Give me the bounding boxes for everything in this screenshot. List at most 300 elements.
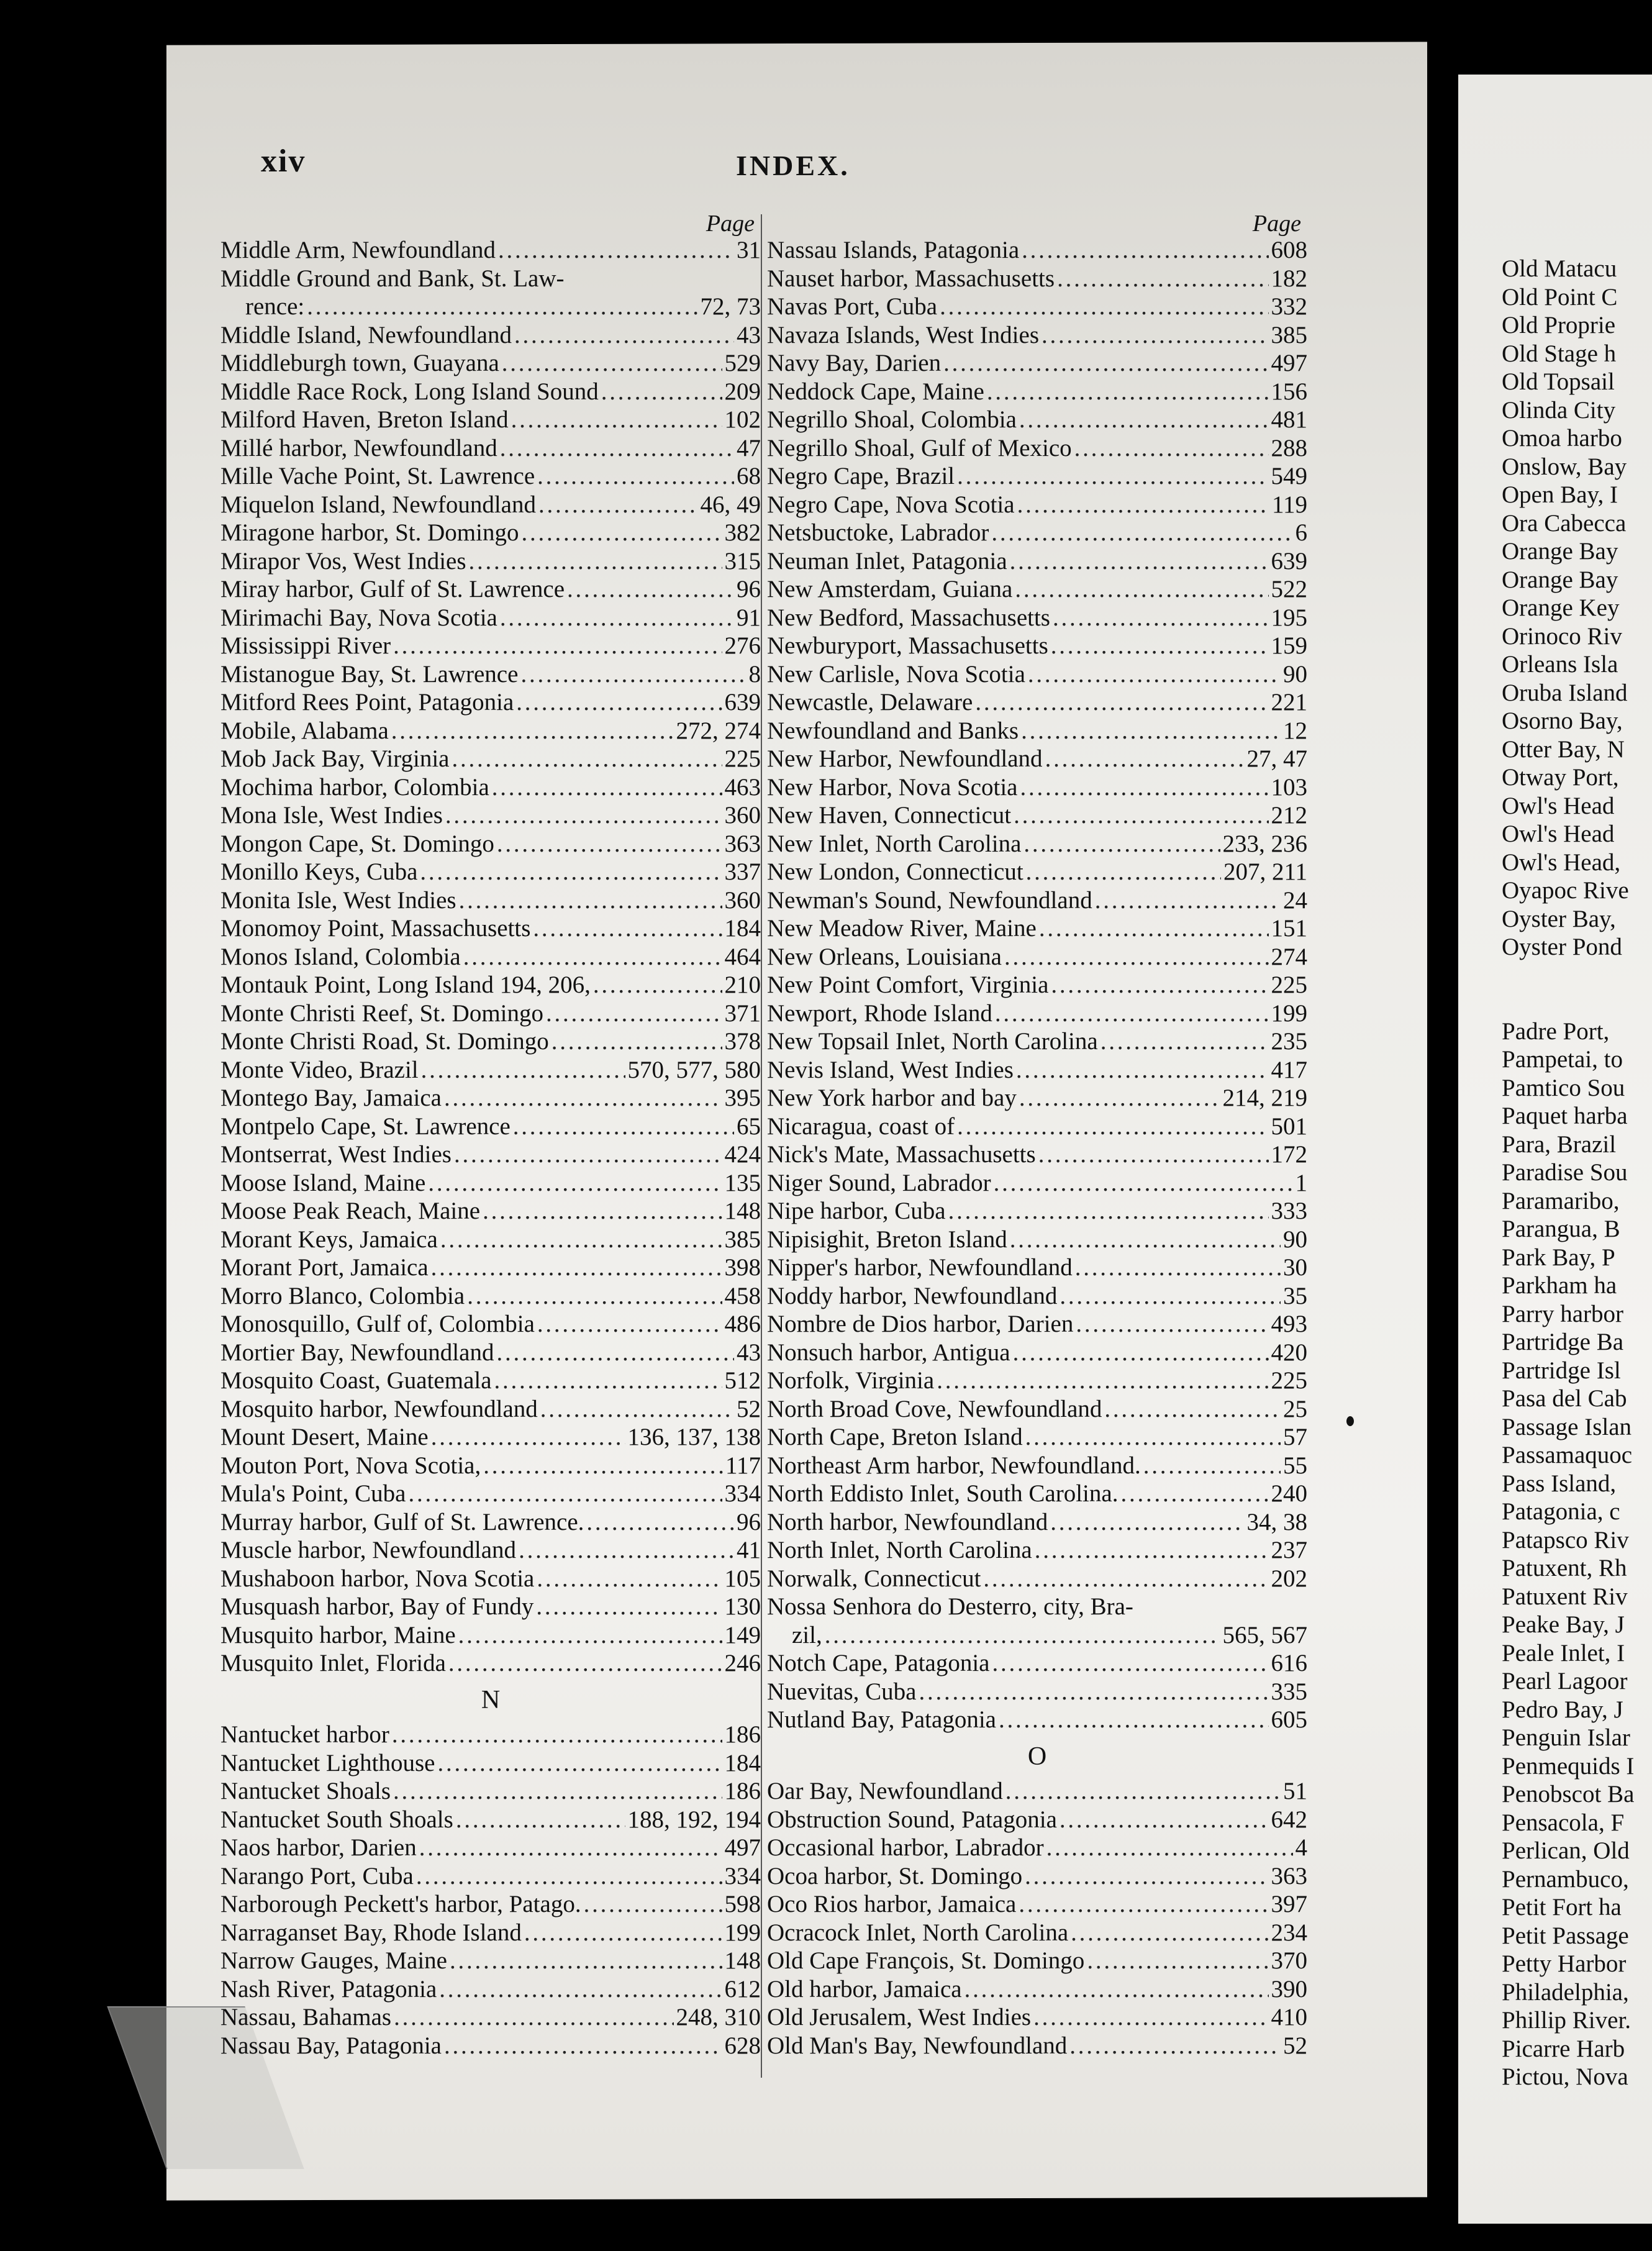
leader-dots <box>948 1197 1269 1226</box>
index-entry-partial: Patagonia, c <box>1502 1498 1620 1525</box>
entry-name: Newport, Rhode Island <box>767 999 992 1027</box>
leader-dots <box>519 1536 734 1565</box>
entry-name: Newman's Sound, Newfoundland <box>767 886 1092 914</box>
index-entry-partial: Pernambuco, <box>1502 1865 1629 1893</box>
entry-name: Muscle harbor, Newfoundland <box>220 1537 517 1563</box>
entry-name: Navy Bay, Darien <box>767 350 942 376</box>
entry-name: Mula's Point, Cuba <box>220 1480 406 1507</box>
index-entry <box>220 547 761 576</box>
entry-page: 65 <box>737 1112 761 1140</box>
entry-page: 103 <box>1271 773 1307 801</box>
leader-dots <box>438 1749 722 1778</box>
entry-page: 385 <box>1271 321 1307 348</box>
index-entry-partial: Parkham ha <box>1502 1272 1617 1299</box>
entry-page: 4 <box>1295 1834 1307 1861</box>
leader-dots <box>469 547 722 576</box>
entry-page: 246 <box>724 1650 761 1676</box>
index-entry <box>220 1919 761 1947</box>
entry-name: Nash River, Patagonia <box>220 1975 437 2003</box>
leader-dots <box>497 830 722 858</box>
entries-o <box>767 1777 1307 2060</box>
index-entry-partial: Osorno Bay, <box>1502 707 1623 734</box>
leader-dots <box>1025 1423 1281 1452</box>
page-number: xiv <box>261 143 306 179</box>
leader-dots <box>533 914 722 943</box>
entry-name: Monte Christi Road, St. Domingo <box>220 1028 549 1055</box>
entry-page: 148 <box>724 1198 761 1224</box>
index-entry <box>767 1027 1307 1056</box>
entry-name: Mongon Cape, St. Domingo <box>220 830 494 857</box>
entry-name: Mona Isle, West Indies <box>220 802 443 829</box>
index-entry-partial: Penguin Islar <box>1502 1724 1630 1751</box>
index-entry <box>767 1169 1307 1198</box>
index-entry-partial: Pasa del Cab <box>1502 1385 1627 1412</box>
leader-dots <box>458 1621 722 1650</box>
entry-page: 497 <box>724 1834 761 1861</box>
index-entry <box>220 1565 761 1593</box>
leader-dots <box>538 491 698 519</box>
leader-dots <box>983 1565 1268 1593</box>
leader-dots <box>408 1480 722 1508</box>
entry-name: Monita Isle, West Indies <box>220 886 456 914</box>
entries-m <box>220 236 761 1678</box>
leader-dots <box>428 1169 722 1198</box>
entry-name: New Meadow River, Maine <box>767 915 1037 942</box>
entry-name: New Carlisle, Nova Scotia <box>767 660 1025 688</box>
entry-page: 395 <box>724 1085 761 1111</box>
entry-page: 332 <box>1271 293 1307 320</box>
leader-dots <box>1035 1536 1269 1565</box>
index-entry <box>767 462 1307 491</box>
leader-dots <box>1019 406 1269 434</box>
index-entry-partial: Old Topsail <box>1502 368 1615 395</box>
entry-name: Navaza Islands, West Indies <box>767 321 1040 348</box>
entry-name: Moose Island, Maine <box>220 1169 426 1196</box>
entry-page: 493 <box>1271 1311 1307 1337</box>
entry-name: Middleburgh town, Guayana <box>220 350 499 376</box>
entry-page: 151 <box>1271 915 1307 942</box>
section-letter-n: N <box>481 1685 501 1714</box>
index-column-c-partial <box>1502 255 1652 2091</box>
leader-dots <box>995 999 1269 1028</box>
leader-dots <box>483 1452 723 1480</box>
entry-name: New Amsterdam, Guiana <box>767 576 1013 603</box>
ink-spot <box>1346 1416 1354 1426</box>
entry-page: 371 <box>724 999 761 1027</box>
index-entry <box>220 1169 761 1198</box>
leader-dots <box>1022 236 1268 265</box>
entry-name: New Haven, Connecticut <box>767 802 1012 829</box>
leader-dots <box>1025 1862 1268 1891</box>
entry-name: Occasional harbor, Labrador <box>767 1834 1044 1861</box>
entry-page: 248, 310 <box>676 2004 761 2030</box>
entry-page: 464 <box>724 943 761 970</box>
entry-page: 363 <box>724 830 761 857</box>
leader-dots <box>1013 1339 1269 1367</box>
entry-name: Nombre de Dios harbor, Darien <box>767 1311 1074 1337</box>
entry-page: 188, 192, 194 <box>627 1806 761 1833</box>
index-entry <box>767 1777 1307 1806</box>
index-entry-partial: Otter Bay, N <box>1502 735 1625 763</box>
index-entry-partial: Old Matacu <box>1502 255 1617 282</box>
index-entry <box>767 1452 1307 1480</box>
index-entry-partial: Orange Bay <box>1502 538 1618 565</box>
entry-name: Old Man's Bay, Newfoundland <box>767 2032 1068 2059</box>
entry-page: 522 <box>1271 576 1307 603</box>
entry-name: Nassau, Bahamas <box>220 2004 392 2030</box>
index-entry-partial: Oruba Island <box>1502 679 1628 706</box>
entry-page: 91 <box>737 604 761 631</box>
leader-dots <box>1042 321 1268 350</box>
index-entry <box>767 1253 1307 1282</box>
entry-page: 6 <box>1295 519 1307 546</box>
index-entry-partial: Parry harbor <box>1502 1300 1624 1327</box>
entry-page: 458 <box>724 1282 761 1309</box>
entry-name: Old harbor, Jamaica <box>767 1975 962 2003</box>
entry-name: Old Jerusalem, West Indies <box>767 2004 1032 2030</box>
index-entry-partial: Pedro Bay, J <box>1502 1696 1623 1723</box>
entry-page: 234 <box>1271 1919 1307 1946</box>
leader-dots <box>502 349 722 378</box>
index-entry <box>767 2032 1307 2060</box>
entry-name: Negro Cape, Brazil <box>767 463 955 489</box>
leader-dots <box>419 1834 722 1862</box>
entry-page: 397 <box>1271 1891 1307 1917</box>
entry-name: Newfoundland and Banks <box>767 717 1019 744</box>
leader-dots <box>496 1339 734 1367</box>
entry-name: Oar Bay, Newfoundland <box>767 1778 1003 1804</box>
leader-dots <box>1010 1226 1281 1254</box>
entry-page: 235 <box>1271 1028 1307 1055</box>
leader-dots <box>394 2003 673 2032</box>
index-entry-partial: Patuxent Riv <box>1502 1583 1628 1610</box>
entry-page: 420 <box>1271 1339 1307 1366</box>
index-entry <box>767 914 1307 943</box>
index-entry <box>220 1282 761 1311</box>
entry-name: Navas Port, Cuba <box>767 293 938 320</box>
entry-page: 360 <box>724 886 761 914</box>
leader-dots <box>537 462 734 491</box>
leader-dots <box>1020 773 1268 802</box>
index-entry-partial: Old Proprie <box>1502 312 1616 339</box>
index-entry <box>220 1721 761 1749</box>
entry-name: Nipe harbor, Cuba <box>767 1198 946 1224</box>
leader-dots <box>500 434 734 463</box>
leader-dots <box>584 1890 722 1919</box>
entry-page: 612 <box>724 1975 761 2003</box>
leader-dots <box>459 886 722 915</box>
leader-dots <box>1016 1056 1269 1085</box>
index-entry-partial: Picarre Harb <box>1502 2035 1625 2062</box>
entry-page: 31 <box>737 237 761 263</box>
index-entry <box>220 1310 761 1339</box>
entry-page: 382 <box>724 519 761 546</box>
entry-page: 605 <box>1271 1706 1307 1733</box>
index-entry <box>767 1919 1307 1947</box>
index-entry-partial: Penmequids I <box>1502 1752 1635 1780</box>
entry-page: 410 <box>1271 2004 1307 2030</box>
leader-dots <box>1104 1395 1281 1424</box>
leader-dots <box>1069 2032 1281 2060</box>
entry-page: 240 <box>1271 1480 1307 1507</box>
index-entry-partial: Open Bay, I <box>1502 481 1618 508</box>
entry-page: 51 <box>1283 1778 1307 1804</box>
entry-name: Miray harbor, Gulf of St. Lawrence <box>220 576 565 603</box>
entry-page: 385 <box>724 1226 761 1253</box>
leader-dots <box>586 1508 734 1537</box>
index-entry <box>220 717 761 745</box>
entry-name: Monillo Keys, Cuba <box>220 858 418 885</box>
index-entry <box>767 1565 1307 1593</box>
leader-dots <box>601 378 722 406</box>
index-entry-partial: Peale Inlet, I <box>1502 1639 1625 1667</box>
entry-name: Milford Haven, Breton Island <box>220 406 509 433</box>
index-entry <box>220 858 761 886</box>
entry-name: Negrillo Shoal, Colombia <box>767 406 1017 433</box>
entry-name: zil, <box>792 1621 822 1648</box>
index-entry <box>220 1339 761 1367</box>
leader-dots <box>1004 943 1269 971</box>
entry-name: North harbor, Newfoundland <box>767 1508 1048 1535</box>
entry-page: 274 <box>1271 943 1307 970</box>
index-entry-partial: Patuxent, Rh <box>1502 1555 1627 1581</box>
index-entry <box>767 1975 1307 2004</box>
entry-page: 25 <box>1283 1395 1307 1422</box>
index-entry <box>767 801 1307 830</box>
index-entry-partial: Omoa harbo <box>1502 425 1622 452</box>
entry-name: Musquito harbor, Maine <box>220 1621 456 1648</box>
index-entry <box>220 378 761 406</box>
leader-dots <box>1075 1253 1281 1282</box>
page-label: Page <box>1252 211 1301 237</box>
index-entry-partial: Old Point C <box>1502 283 1618 311</box>
leader-dots <box>1143 1452 1281 1480</box>
leader-dots <box>452 745 722 773</box>
leader-dots <box>1010 547 1269 576</box>
index-entry <box>220 773 761 802</box>
index-entry-partial: Ora Cabecca <box>1502 509 1627 537</box>
leader-dots <box>540 1395 734 1424</box>
leader-dots <box>943 349 1268 378</box>
entry-name: Mushaboon harbor, Nova Scotia <box>220 1565 535 1592</box>
leader-dots <box>1028 660 1281 689</box>
leader-dots <box>456 1806 625 1834</box>
column-divider <box>761 214 762 2078</box>
index-entry <box>220 1621 761 1650</box>
index-entry <box>767 971 1307 999</box>
index-entry-partial: Padre Port, <box>1502 1017 1610 1045</box>
index-entry <box>220 1253 761 1282</box>
leader-dots <box>1101 1027 1269 1056</box>
entry-page: 639 <box>724 689 761 716</box>
entry-name: Norfolk, Virginia <box>767 1367 935 1394</box>
entry-name: Mobile, Alabama <box>220 717 389 744</box>
index-entry <box>220 1367 761 1395</box>
index-entry <box>767 773 1307 802</box>
entry-name: Mirapor Vos, West Indies <box>220 547 466 575</box>
index-entry-partial: Oyster Pond <box>1502 934 1622 960</box>
entry-name: Newcastle, Delaware <box>767 689 973 716</box>
entry-name: Monte Video, Brazil <box>220 1056 419 1083</box>
entry-name: Mouton Port, Nova Scotia, <box>220 1452 481 1479</box>
index-entry <box>220 1226 761 1254</box>
index-entry <box>767 1862 1307 1891</box>
index-entry-partial: Orinoco Riv <box>1502 622 1622 650</box>
index-entry <box>767 660 1307 689</box>
index-entry-partial: Parangua, B <box>1502 1216 1620 1242</box>
entry-page: 334 <box>724 1862 761 1889</box>
entry-page: 43 <box>737 1339 761 1366</box>
index-entry <box>220 1649 761 1678</box>
index-entry <box>220 575 761 604</box>
entry-name: Middle Arm, Newfoundland <box>220 237 496 263</box>
entry-name: Nipisighit, Breton Island <box>767 1226 1007 1253</box>
entry-page: 55 <box>1283 1452 1307 1479</box>
entry-page: 96 <box>737 576 761 603</box>
index-entry-partial: Passage Islan <box>1502 1413 1632 1440</box>
index-entry-partial: Phillip River. <box>1502 2007 1632 2034</box>
index-entry <box>220 604 761 632</box>
entry-name: New Topsail Inlet, North Carolina <box>767 1028 1098 1055</box>
entry-name: Niger Sound, Labrador <box>767 1169 991 1196</box>
leader-dots <box>1021 717 1281 745</box>
leader-dots <box>1074 434 1269 463</box>
entry-page: 57 <box>1283 1424 1307 1450</box>
entry-name: Mille Vache Point, St. Lawrence <box>220 463 535 489</box>
entry-name: Northeast Arm harbor, Newfoundland. <box>767 1452 1141 1479</box>
leader-dots <box>1045 745 1245 773</box>
leader-dots <box>536 1593 722 1621</box>
entry-page: 96 <box>737 1508 761 1535</box>
entry-page: 225 <box>1271 971 1307 998</box>
leader-dots <box>439 1975 722 2004</box>
index-entry <box>767 1678 1307 1706</box>
entry-page: 549 <box>1271 463 1307 489</box>
entry-name: Montpelo Cape, St. Lawrence <box>220 1112 511 1140</box>
entry-page: 237 <box>1271 1537 1307 1563</box>
index-column-a <box>220 211 761 2060</box>
entry-page: 117 <box>725 1452 761 1479</box>
index-entry <box>767 2003 1307 2032</box>
leader-dots <box>494 1367 722 1395</box>
entry-page: 184 <box>724 915 761 942</box>
index-entry <box>220 1890 761 1919</box>
entry-name: Nantucket South Shoals <box>220 1806 453 1833</box>
entry-page: 90 <box>1283 1226 1307 1253</box>
leader-dots <box>1039 914 1269 943</box>
leader-dots <box>1071 1919 1268 1947</box>
leader-dots <box>445 801 722 830</box>
index-entry <box>220 745 761 773</box>
entry-page: 333 <box>1271 1198 1307 1224</box>
entry-page: 288 <box>1271 434 1307 462</box>
entry-page: 390 <box>1271 1975 1307 2003</box>
entry-name: Nick's Mate, Massachusetts <box>767 1141 1036 1168</box>
index-entry-partial: Oyapoc Rive <box>1502 877 1629 904</box>
entry-name: Nuevitas, Cuba <box>767 1678 917 1705</box>
leader-dots <box>940 293 1268 321</box>
index-entry-partial: Pampetai, to <box>1502 1046 1623 1073</box>
index-entry <box>220 999 761 1028</box>
index-entry <box>220 914 761 943</box>
entry-page: 46, 49 <box>700 491 761 518</box>
entry-name: Mount Desert, Maine <box>220 1424 429 1450</box>
leader-dots <box>444 1084 722 1112</box>
entry-name: Narrow Gauges, Maine <box>220 1947 447 1974</box>
index-entry <box>220 1452 761 1480</box>
index-entry <box>767 1084 1307 1112</box>
leader-dots <box>421 1056 625 1085</box>
index-entry <box>220 2003 761 2032</box>
leader-dots <box>1053 604 1269 632</box>
entry-name: New York harbor and bay <box>767 1085 1017 1111</box>
index-entry <box>220 519 761 547</box>
entry-page: 214, 219 <box>1222 1085 1307 1111</box>
index-entry <box>767 1282 1307 1311</box>
leader-dots <box>492 773 722 802</box>
leader-dots <box>392 1721 722 1749</box>
entry-name: Monte Christi Reef, St. Domingo <box>220 999 543 1027</box>
index-entry-partial: Owl's Head, <box>1502 848 1621 876</box>
leader-dots <box>516 688 722 717</box>
entry-name: Middle Ground and Bank, St. Law- <box>220 265 565 292</box>
leader-dots <box>498 236 734 265</box>
entry-page: 272, 274 <box>676 717 761 744</box>
index-entry <box>220 1536 761 1565</box>
index-entry-partial: Pass Island, <box>1502 1470 1617 1497</box>
entry-page: 417 <box>1271 1056 1307 1083</box>
index-entry <box>220 1056 761 1085</box>
index-entry <box>220 1027 761 1056</box>
entry-name: Moose Peak Reach, Maine <box>220 1198 481 1224</box>
leader-dots <box>431 1253 722 1282</box>
index-entry <box>767 1621 1307 1650</box>
entry-page: 156 <box>1271 378 1307 405</box>
leader-dots <box>1017 491 1269 519</box>
leader-dots <box>1046 1834 1293 1862</box>
entry-page: 486 <box>724 1311 761 1337</box>
index-entry <box>767 688 1307 717</box>
leader-dots <box>454 1140 722 1169</box>
index-entry-partial: Partridge Ba <box>1502 1329 1624 1355</box>
index-entry <box>767 1367 1307 1395</box>
entry-name: North Eddisto Inlet, South Carolina. <box>767 1480 1119 1507</box>
index-entry <box>220 491 761 519</box>
index-entry-partial: Paramaribo, <box>1502 1187 1620 1214</box>
leader-dots <box>975 688 1268 717</box>
leader-dots <box>1019 1890 1268 1919</box>
entry-page: 148 <box>724 1947 761 1974</box>
leader-dots <box>500 604 734 632</box>
entry-page: 335 <box>1271 1678 1307 1705</box>
entry-page: 90 <box>1283 660 1307 688</box>
entry-page: 608 <box>1271 237 1307 263</box>
index-entry <box>767 1423 1307 1452</box>
section-gap <box>1502 989 1652 1017</box>
entry-page: 72, 73 <box>700 293 761 320</box>
leader-dots <box>431 1423 625 1452</box>
entry-name: Monos Island, Colombia <box>220 943 461 970</box>
entry-name: Oco Rios harbor, Jamaica <box>767 1891 1017 1917</box>
entry-page: 207, 211 <box>1223 858 1307 885</box>
index-entry-partial: Oyster Bay, <box>1502 905 1616 932</box>
entry-name: Negro Cape, Nova Scotia <box>767 491 1015 518</box>
entry-name: Montego Bay, Jamaica <box>220 1085 442 1111</box>
entry-name: Monosquillo, Gulf of, Colombia <box>220 1311 535 1337</box>
entry-page: 529 <box>724 350 761 376</box>
entry-name: Nossa Senhora do Desterro, city, Bra- <box>767 1593 1133 1620</box>
leader-dots <box>1051 971 1268 999</box>
